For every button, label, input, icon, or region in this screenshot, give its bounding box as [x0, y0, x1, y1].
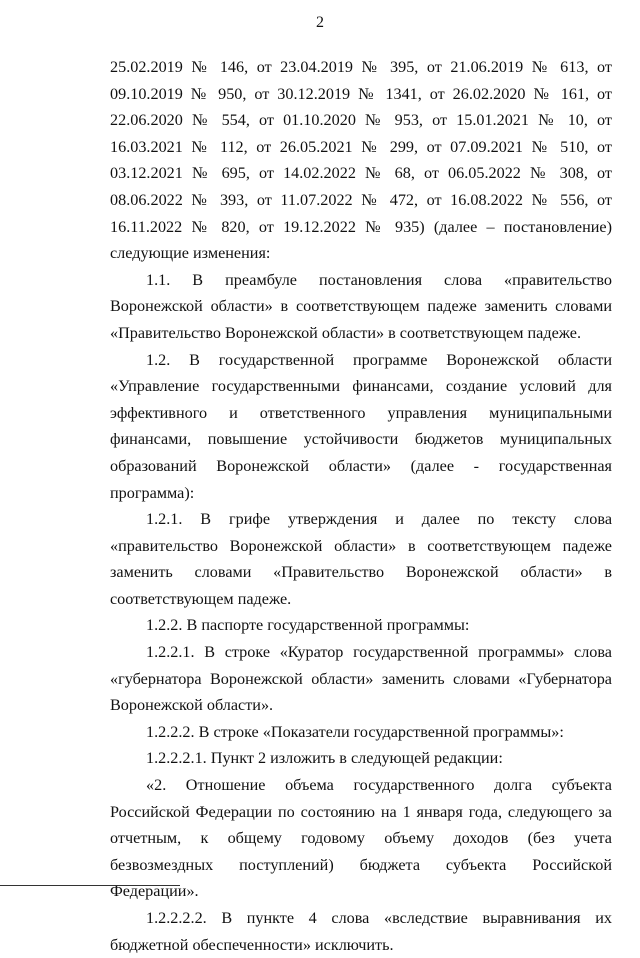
- document-body: [110, 54, 612, 958]
- paragraph-1-2-2: 1.2.2. В паспорте государственной программы:: [146, 616, 470, 635]
- footnote-separator-line: [0, 885, 180, 886]
- paragraph-1-2: 1.2. В государственной программе Воронежской области «Управление государственными финансами, создание условий для эффективного и ответственного управления муниципальными финансами, повышение устойчивости бюджетов муниципальных образований Воронежской области» (далее - государственная программа):: [110, 350, 612, 502]
- page-number: 2: [316, 14, 324, 31]
- paragraph-1-1: 1.1. В преамбуле постановления слова «правительство Воронежской области» в соответствующем падеже заменить словами «Правительство Воронежской области» в соответствующем падеже.: [110, 270, 612, 342]
- paragraph-1-2-2-2: 1.2.2.2. В строке «Показатели государственной программы»:: [146, 722, 564, 741]
- paragraph-1-2-2-2-1: 1.2.2.2.1. Пункт 2 изложить в следующей редакции:: [146, 749, 503, 768]
- paragraph-quoted-item-2: «2. Отношение объема государственного долга субъекта Российской Федерации по состоянию на 1 января года, следующего за отчетным, к общему годовому объему доходов (без учета безвозмездных поступлений) бюджета субъекта Российской Федерации».: [110, 776, 612, 901]
- paragraph-1-2-2-1: 1.2.2.1. В строке «Куратор государственной программы» слова «губернатора Воронежской области» заменить словами «Губернатора Воронежской области».: [110, 643, 612, 715]
- paragraph-1-2-2-2-2: 1.2.2.2.2. В пункте 4 слова «вследствие выравнивания их бюджетной обеспеченности» исключить.: [110, 909, 612, 954]
- paragraph-1-2-1: 1.2.1. В грифе утверждения и далее по тексту слова «правительство Воронежской области» в соответствующем падеже заменить словами «Правительство Воронежской области» в соответствующем падеже.: [110, 510, 612, 608]
- paragraph-continuation: 25.02.2019 № 146, от 23.04.2019 № 395, от 21.06.2019 № 613, от 09.10.2019 № 950, от 30.12.2019 № 1341, от 26.02.2020 № 161, от 22.06.2020 № 554, от 01.10.2020 № 953, от 15.01.2021 № 10, от 16.03.2021 № 112, от 26.05.2021 № 299, от 07.09.2021 № 510, от 03.12.2021 № 695, от 14.02.2022 № 68, от 06.05.2022 № 308, от 08.06.2022 № 393, от 11.07.2022 № 472, от 16.08.2022 № 556, от 16.11.2022 № 820, от 19.12.2022 № 935) (далее – постановление) следующие изменения:: [110, 58, 612, 263]
